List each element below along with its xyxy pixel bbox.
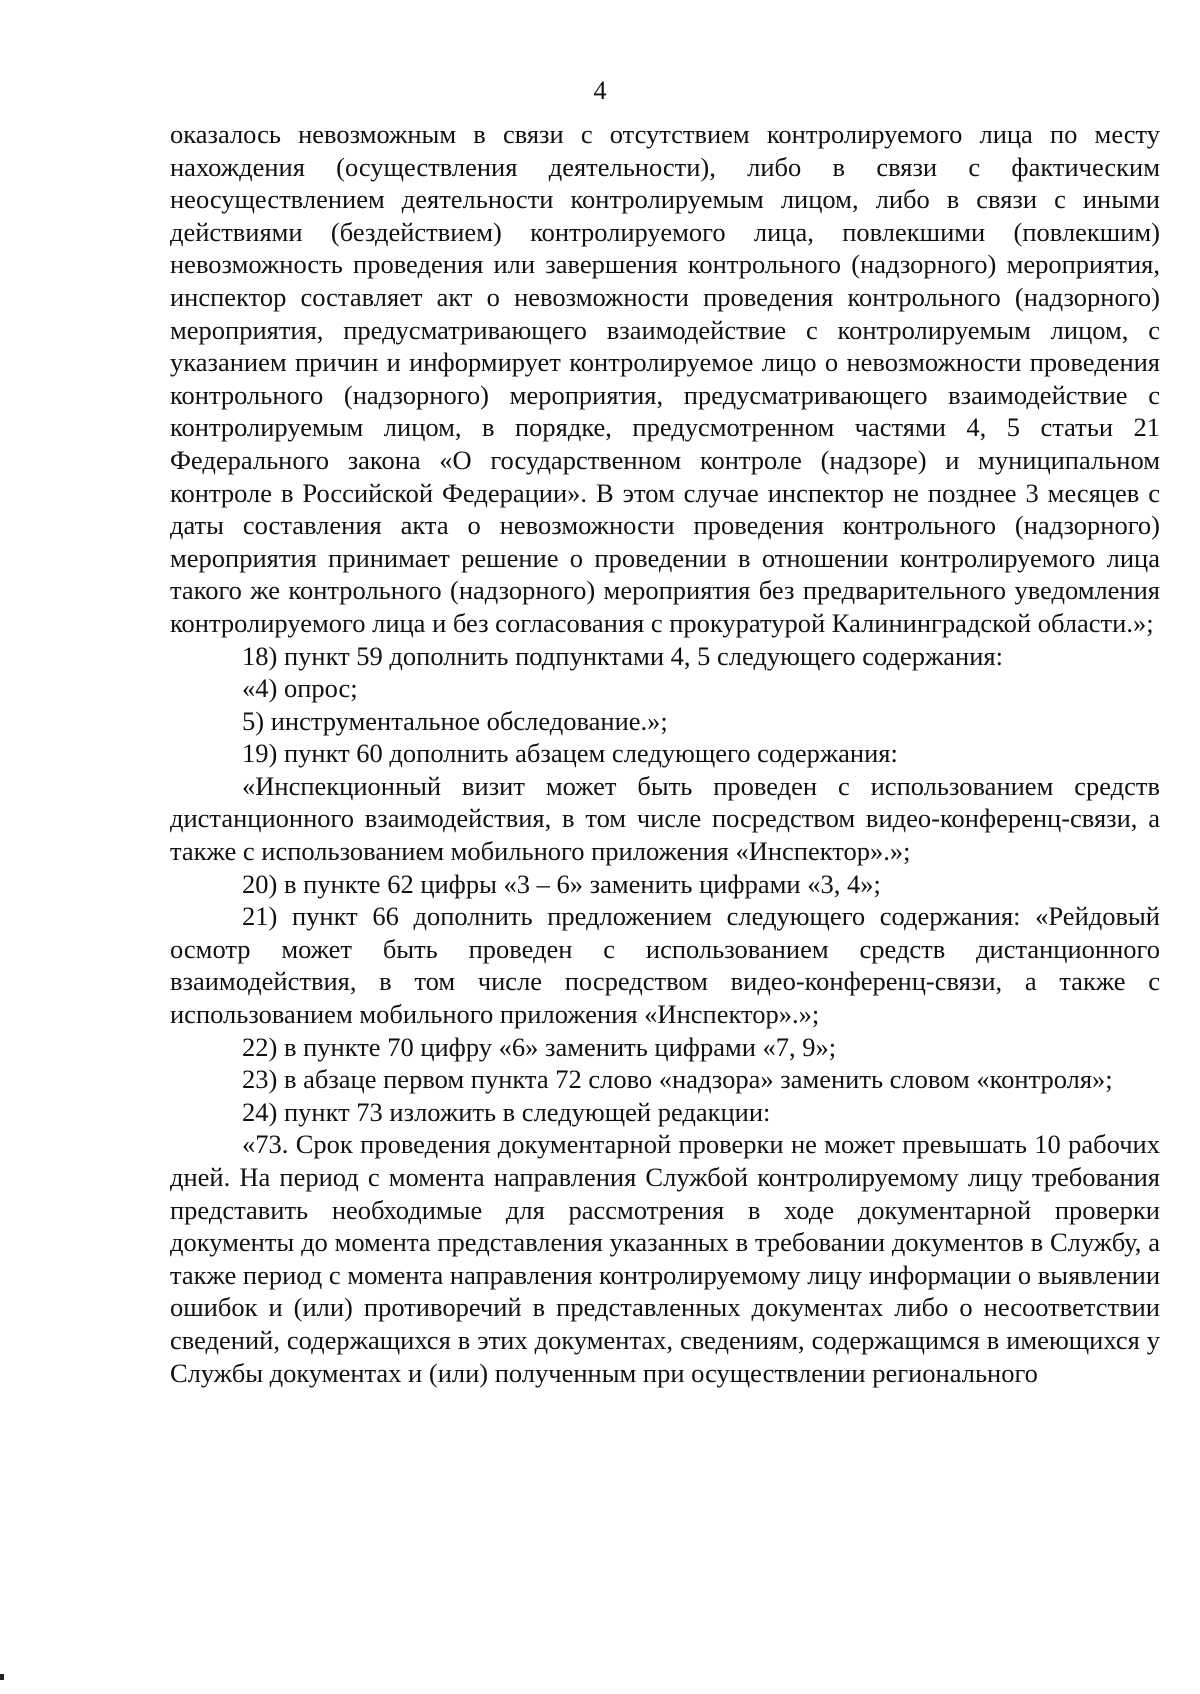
paragraph-item-21: 21) пункт 66 дополнить предложением следующего содержания: «Рейдовый осмотр может быть проведен с использованием средств дистанционного взаимодействия, в том числе посредством видео-конференц-связи, а также с использованием мобильного приложения «Инспектор».»;: [170, 901, 1160, 1030]
document-body: [170, 118, 1160, 1389]
paragraph-item-23: 23) в абзаце первом пункта 72 слово «надзора» заменить словом «контроля»;: [242, 1064, 1113, 1095]
paragraph-item-18: 18) пункт 59 дополнить подпунктами 4, 5 следующего содержания:: [242, 640, 1003, 671]
paragraph-item-20: 20) в пункте 62 цифры «3 – 6» заменить цифрами «3, 4»;: [242, 868, 881, 899]
paragraph-item-19: 19) пункт 60 дополнить абзацем следующего содержания:: [242, 738, 898, 769]
paragraph-subitem-4: «4) опрос;: [242, 673, 358, 704]
paragraph-item-73: «73. Срок проведения документарной проверки не может превышать 10 рабочих дней. На период с момента направления Службой контролируемому лицу требования представить необходимые для рассмотрения в ходе документарной проверки документы до момента представления указанных в требовании документов в Службу, а также период с момента направления контролируемому лицу информации о выявлении ошибок и (или) противоречий в представленных документах либо о несоответствии сведений, содержащихся в этих документах, сведениям, содержащимся в имеющихся у Службы документах и (или) полученным при осуществлении регионального: [170, 1129, 1160, 1388]
page-number: 4: [593, 76, 607, 105]
paragraph-item-24: 24) пункт 73 изложить в следующей редакции:: [242, 1096, 771, 1127]
paragraph-continuation: оказалось невозможным в связи с отсутствием контролируемого лица по месту нахождения (осуществления деятельности), либо в связи с фактическим неосуществлением деятельности контролируемым лицом, либо в связи с иными действиями (бездействием) контролируемого лица, повлекшими (повлекшим) невозможность проведения или завершения контрольного (надзорного) мероприятия, инспектор составляет акт о невозможности проведения контрольного (надзорного) мероприятия, предусматривающего взаимодействие с контролируемым лицом, с указанием причин и информирует контролируемое лицо о невозможности проведения контрольного (надзорного) мероприятия, предусматривающего взаимодействие с контролируемым лицом, в порядке, предусмотренном частями 4, 5 статьи 21 Федерального закона «О государственном контроле (надзоре) и муниципальном контроле в Российской Федерации». В этом случае инспектор не позднее 3 месяцев с даты составления акта о невозможности проведения контрольного (надзорного) мероприятия принимает решение о проведении в отношении контролируемого лица такого же контрольного (надзорного) мероприятия без предварительного уведомления контролируемого лица и без согласования с прокуратурой Калининградской области.»;: [170, 119, 1160, 638]
paragraph-inspection-visit: «Инспекционный визит может быть проведен с использованием средств дистанционного взаимодействия, в том числе посредством видео-конференц-связи, а также с использованием мобильного приложения «Инспектор».»;: [170, 770, 1160, 867]
paragraph-subitem-5: 5) инструментальное обследование.»;: [242, 705, 668, 736]
scan-artifact: [0, 1674, 4, 1680]
paragraph-item-22: 22) в пункте 70 цифру «6» заменить цифрами «7, 9»;: [242, 1031, 837, 1062]
